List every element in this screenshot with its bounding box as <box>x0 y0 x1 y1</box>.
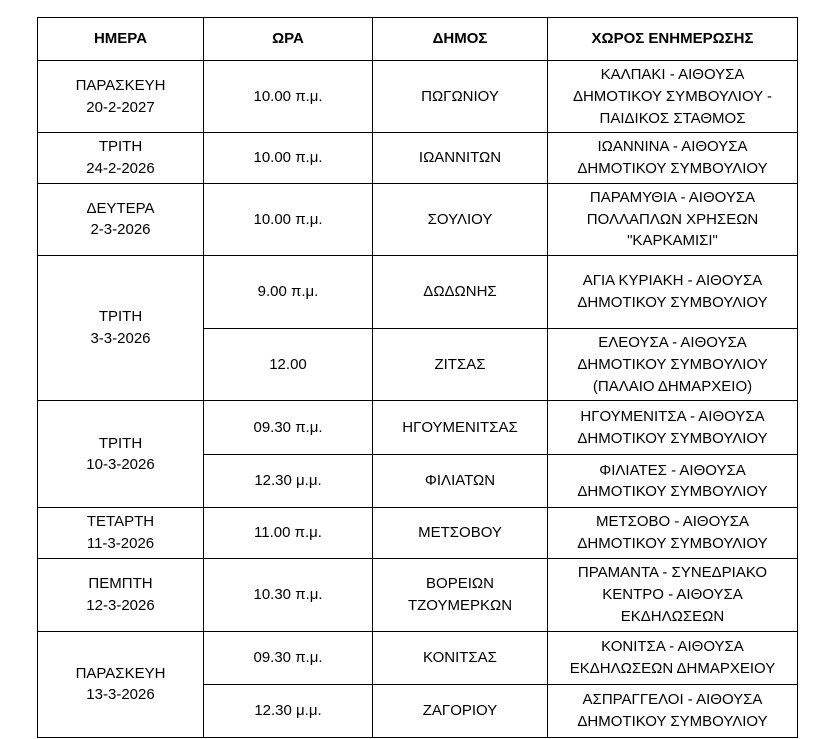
time-cell: 9.00 π.μ. <box>204 256 373 329</box>
venue-cell: ΚΑΛΠΑΚΙ - ΑΙΘΟΥΣΑ ΔΗΜΟΤΙΚΟΥ ΣΥΜΒΟΥΛΙΟΥ - ΠΑΙΔΙΚΟΣ ΣΤΑΘΜΟΣ <box>548 61 798 133</box>
day-cell <box>38 61 204 133</box>
time-cell: 10.30 π.μ. <box>204 558 373 631</box>
municipality-cell: ΜΕΤΣΟΒΟΥ <box>373 508 548 559</box>
table-row <box>38 401 798 455</box>
day-name: ΤΡΙΤΗ <box>98 308 143 326</box>
table-row <box>38 183 798 255</box>
day-date: 24-2-2026 <box>86 160 155 177</box>
time-cell: 11.00 π.μ. <box>204 508 373 559</box>
day-cell <box>38 256 204 401</box>
venue-cell: ΚΟΝΙΤΣΑ - ΑΙΘΟΥΣΑ ΕΚΔΗΛΩΣΕΩΝ ΔΗΜΑΡΧΕΙΟΥ <box>548 631 798 684</box>
venue-cell: ΑΓΙΑ ΚΥΡΙΑΚΗ - ΑΙΘΟΥΣΑ ΔΗΜΟΤΙΚΟΥ ΣΥΜΒΟΥΛΙΟΥ <box>548 256 798 329</box>
day-date: 3-3-2026 <box>90 330 151 348</box>
table-row <box>38 256 798 329</box>
table-row <box>38 133 798 184</box>
municipality-cell: ΣΟΥΛΙΟΥ <box>373 183 548 255</box>
time-cell: 12.30 μ.μ. <box>204 684 373 737</box>
day-cell <box>38 133 204 184</box>
day-name: ΤΕΤΑΡΤΗ <box>86 513 155 531</box>
day-date: 13-3-2026 <box>86 686 155 704</box>
municipality-cell: ΙΩΑΝΝΙΤΩΝ <box>373 133 548 184</box>
header-municipality: ΔΗΜΟΣ <box>373 18 548 61</box>
venue-cell: ΜΕΤΣΟΒΟ - ΑΙΘΟΥΣΑ ΔΗΜΟΤΙΚΟΥ ΣΥΜΒΟΥΛΙΟΥ <box>548 508 798 559</box>
table-row <box>38 61 798 133</box>
day-cell <box>38 401 204 508</box>
header-time: ΩΡΑ <box>204 18 373 61</box>
venue-cell: ΕΛΕΟΥΣΑ - ΑΙΘΟΥΣΑ ΔΗΜΟΤΙΚΟΥ ΣΥΜΒΟΥΛΙΟΥ (ΠΑΛΑΙΟ ΔΗΜΑΡΧΕΙΟ) <box>548 329 798 401</box>
day-name: ΤΡΙΤΗ <box>98 434 143 452</box>
header-venue: ΧΩΡΟΣ ΕΝΗΜΕΡΩΣΗΣ <box>548 18 798 61</box>
day-cell <box>38 631 204 737</box>
day-date: 2-3-2026 <box>90 221 151 239</box>
venue-cell: ΠΡΑΜΑΝΤΑ - ΣΥΝΕΔΡΙΑΚΟ ΚΕΝΤΡΟ - ΑΙΘΟΥΣΑ ΕΚΔΗΛΩΣΕΩΝ <box>548 558 798 631</box>
day-date: 12-3-2026 <box>86 596 155 614</box>
venue-cell: ΦΙΛΙΑΤΕΣ - ΑΙΘΟΥΣΑ ΔΗΜΟΤΙΚΟΥ ΣΥΜΒΟΥΛΙΟΥ <box>548 455 798 508</box>
venue-cell: ΗΓΟΥΜΕΝΙΤΣΑ - ΑΙΘΟΥΣΑ ΔΗΜΟΤΙΚΟΥ ΣΥΜΒΟΥΛΙΟΥ <box>548 401 798 455</box>
day-date: 10-3-2026 <box>86 456 155 474</box>
time-cell: 12.00 <box>204 329 373 401</box>
day-name: ΠΑΡΑΣΚΕΥΗ <box>75 76 166 94</box>
time-cell: 09.30 π.μ. <box>204 631 373 684</box>
day-date: 20-2-2027 <box>86 98 155 116</box>
day-cell <box>38 508 204 559</box>
municipality-cell: ΠΩΓΩΝΙΟΥ <box>373 61 548 133</box>
table-row <box>38 558 798 631</box>
municipality-cell: ΗΓΟΥΜΕΝΙΤΣΑΣ <box>373 401 548 455</box>
information-schedule-table <box>37 17 798 738</box>
time-cell: 09.30 π.μ. <box>204 401 373 455</box>
municipality-cell: ΔΩΔΩΝΗΣ <box>373 256 548 329</box>
header-row <box>38 18 798 61</box>
venue-cell: ΙΩΑΝΝΙΝΑ - ΑΙΘΟΥΣΑ ΔΗΜΟΤΙΚΟΥ ΣΥΜΒΟΥΛΙΟΥ <box>548 133 798 184</box>
day-cell <box>38 183 204 255</box>
day-name: ΔΕΥΤΕΡΑ <box>86 199 155 217</box>
day-name: ΠΑΡΑΣΚΕΥΗ <box>75 664 166 682</box>
time-cell: 10.00 π.μ. <box>204 61 373 133</box>
municipality-cell: ΦΙΛΙΑΤΩΝ <box>373 455 548 508</box>
table-row <box>38 508 798 559</box>
day-name: ΤΡΙΤΗ <box>98 138 143 156</box>
venue-cell: ΑΣΠΡΑΓΓΕΛΟΙ - ΑΙΘΟΥΣΑ ΔΗΜΟΤΙΚΟΥ ΣΥΜΒΟΥΛΙΟΥ <box>548 684 798 737</box>
table-row <box>38 631 798 684</box>
day-date: 11-3-2026 <box>86 535 155 552</box>
day-cell <box>38 558 204 631</box>
time-cell: 10.00 π.μ. <box>204 183 373 255</box>
municipality-cell: ΚΟΝΙΤΣΑΣ <box>373 631 548 684</box>
municipality-cell: ΖΙΤΣΑΣ <box>373 329 548 401</box>
time-cell: 12.30 μ.μ. <box>204 455 373 508</box>
day-name: ΠΕΜΠΤΗ <box>88 575 153 592</box>
header-day: ΗΜΕΡΑ <box>38 18 204 61</box>
time-cell: 10.00 π.μ. <box>204 133 373 184</box>
venue-cell: ΠΑΡΑΜΥΘΙΑ - ΑΙΘΟΥΣΑ ΠΟΛΛΑΠΛΩΝ ΧΡΗΣΕΩΝ "ΚΑΡΚΑΜΙΣΙ" <box>548 183 798 255</box>
municipality-cell: ΖΑΓΟΡΙΟΥ <box>373 684 548 737</box>
municipality-cell: ΒΟΡΕΙΩΝ ΤΖΟΥΜΕΡΚΩΝ <box>373 558 548 631</box>
